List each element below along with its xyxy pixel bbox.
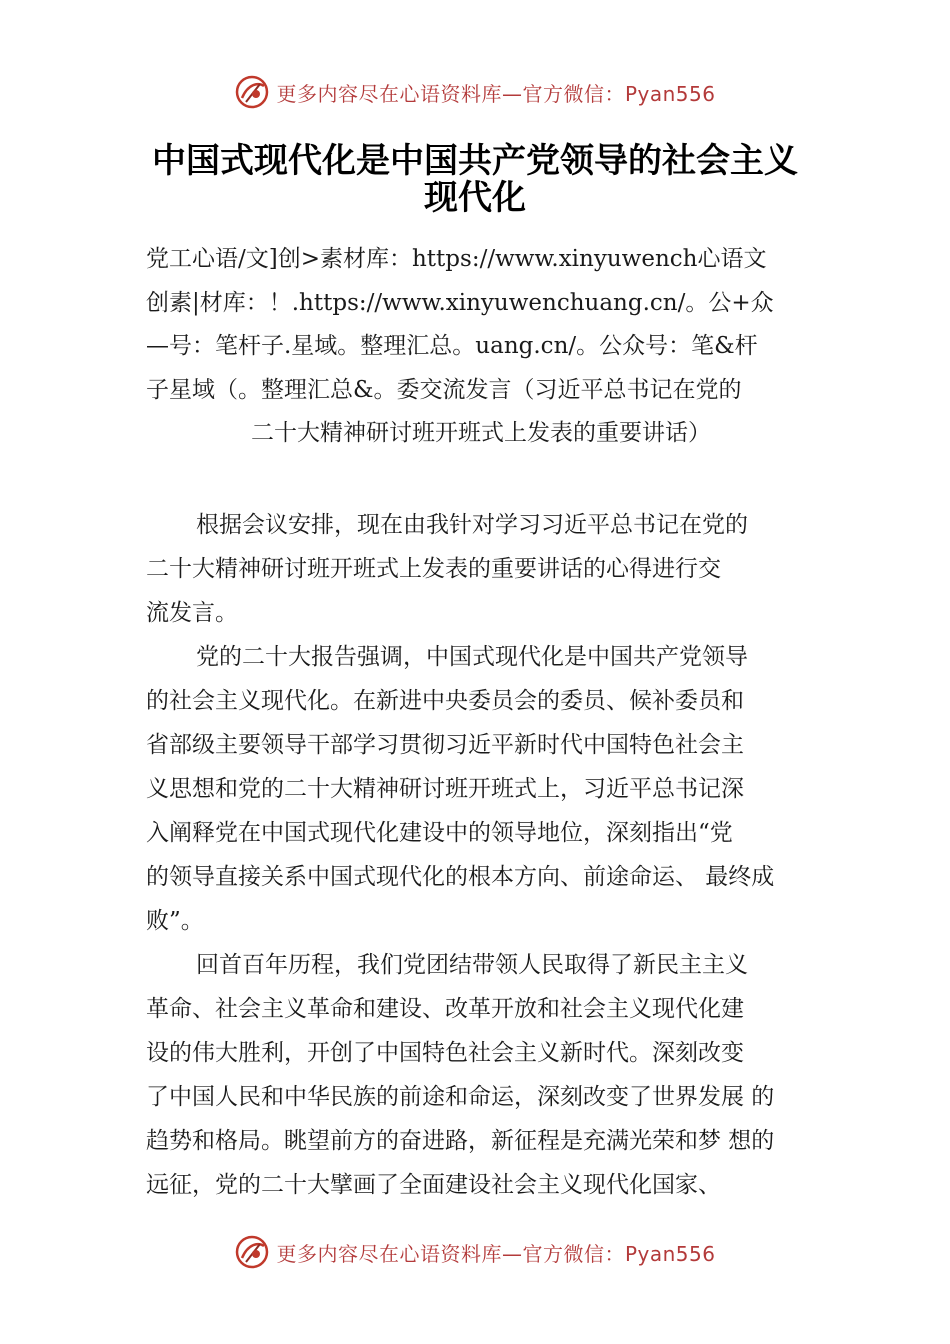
xinyu-logo-icon (234, 1234, 270, 1270)
document-body (146, 503, 836, 1207)
paragraph-line: 省部级主要领导干部学习贯彻习近平新时代中国特色社会主 (146, 732, 744, 758)
paragraph-line: 了中国人民和中华民族的前途和命运，深刻改变了世界发展 的 (146, 1084, 775, 1110)
intro-block (146, 238, 816, 456)
paragraph-line: 义思想和党的二十大精神研讨班开班式上，习近平总书记深 (146, 776, 744, 802)
paragraph-line: 的领导直接关系中国式现代化的根本方向、前途命运、 最终成 (146, 864, 775, 890)
paragraph (146, 635, 836, 943)
intro-line: 党工心语/文]创>素材库：https://www.xinyuwench心语文 (146, 246, 767, 272)
paragraph (146, 943, 836, 1207)
intro-line: 二十大精神研讨班开班式上发表的重要讲话） (251, 420, 711, 446)
banner-text: 更多内容尽在心语资料库—官方微信：Pyan556 (276, 81, 716, 106)
intro-line: 子星域（。整理汇总&。委交流发言（习近平总书记在党的 (146, 376, 742, 403)
xinyu-logo-icon (234, 74, 270, 110)
paragraph-line: 远征，党的二十大擘画了全面建设社会主义现代化国家、 (146, 1172, 721, 1198)
banner-text: 更多内容尽在心语资料库—官方微信：Pyan556 (276, 1241, 716, 1266)
intro-line: 创素|材库：！.https://www.xinyuwenchuang.cn/。公+众 (146, 289, 774, 316)
title-line: 中国式现代化是中国共产党领导的社会主义 (152, 141, 798, 181)
paragraph-line: 流发言。 (146, 600, 238, 626)
paragraph-line: 败”。 (146, 908, 204, 934)
paragraph-line: 设的伟大胜利，开创了中国特色社会主义新时代。深刻改变 (146, 1040, 744, 1066)
title-line: 现代化 (424, 178, 526, 218)
paragraph-line: 二十大精神研讨班开班式上发表的重要讲话的心得进行交 (146, 556, 721, 582)
paragraph-line: 根据会议安排，现在由我针对学习习近平总书记在党的 (196, 512, 748, 538)
paragraph-line: 革命、社会主义革命和建设、改革开放和社会主义现代化建 (146, 996, 744, 1022)
header-watermark-banner (0, 70, 950, 114)
intro-line: —号：笔杆子.星域。整理汇总。uang.cn/。公众号：笔&杆 (146, 333, 758, 359)
paragraph-line: 趋势和格局。眺望前方的奋进路，新征程是充满光荣和梦 想的 (146, 1128, 775, 1154)
paragraph-line: 回首百年历程，我们党团结带领人民取得了新民主主义 (196, 952, 748, 978)
paragraph-line: 的社会主义现代化。在新进中央委员会的委员、候补委员和 (146, 688, 744, 714)
paragraph-line: 入阐释党在中国式现代化建设中的领导地位，深刻指出“党 (146, 820, 733, 846)
paragraph (146, 503, 836, 635)
paragraph-line: 党的二十大报告强调，中国式现代化是中国共产党领导 (196, 644, 748, 670)
footer-watermark-banner (0, 1230, 950, 1274)
document-title (60, 143, 890, 217)
